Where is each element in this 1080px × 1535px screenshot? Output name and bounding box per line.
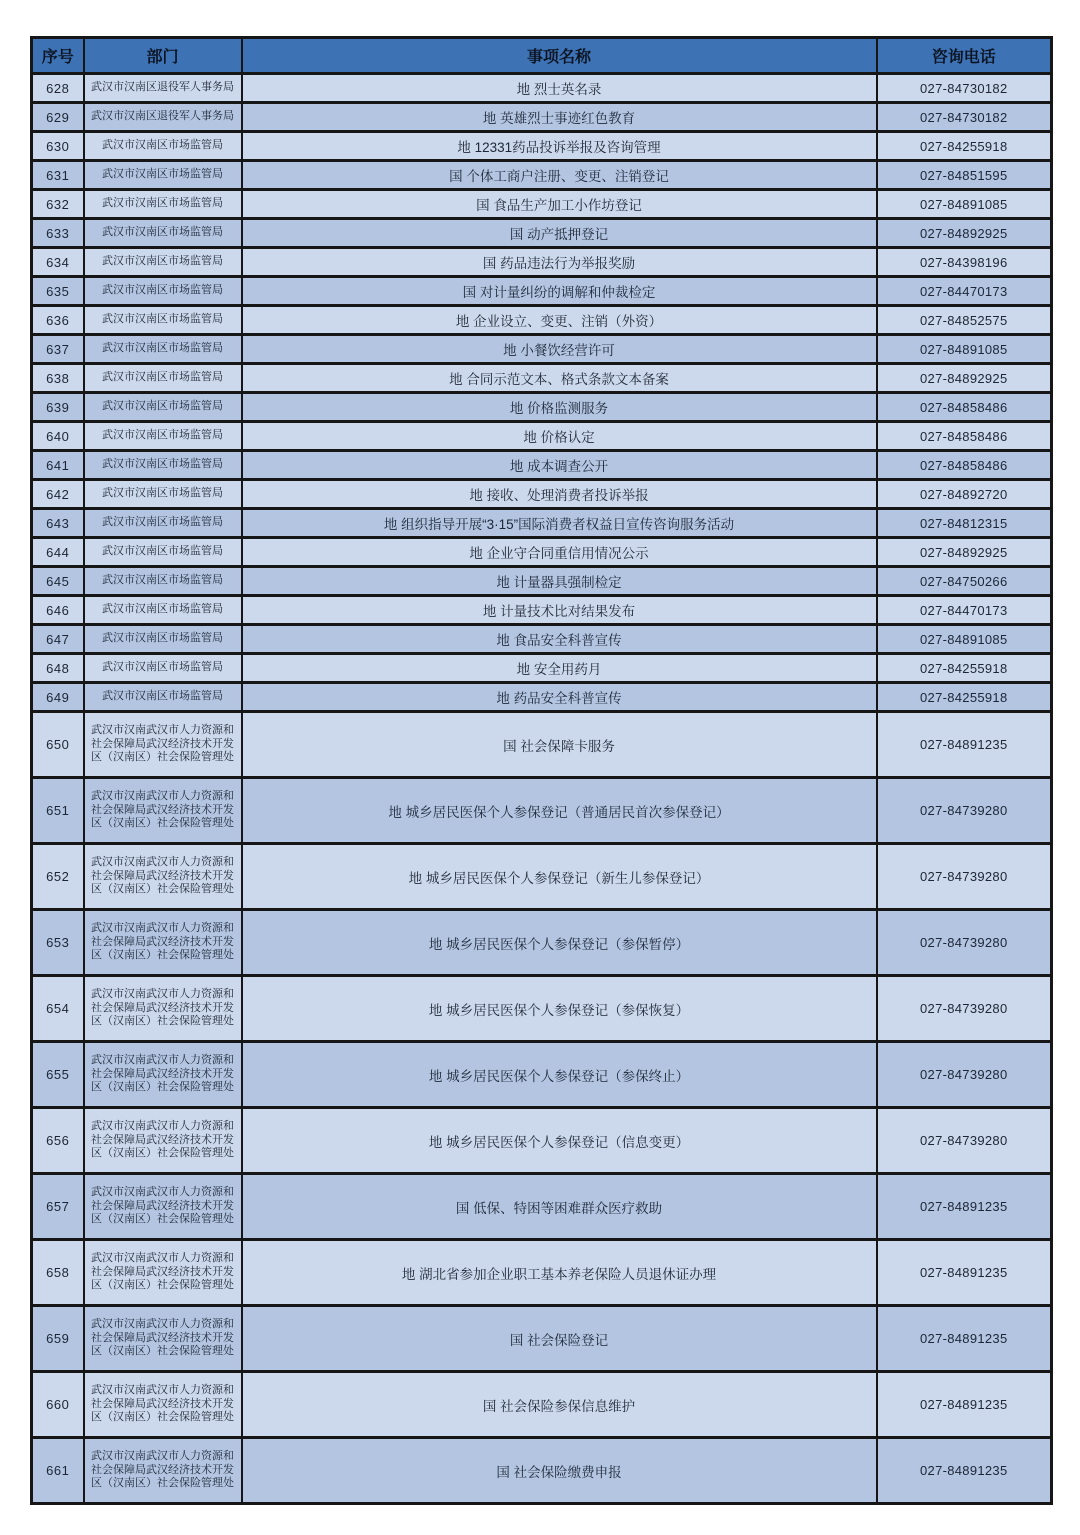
table-row	[32, 509, 1052, 538]
row-phone: 027-84750266	[877, 567, 1052, 596]
row-serial-number: 640	[32, 422, 84, 451]
row-department: 武汉市汉南区市场监管局	[84, 683, 242, 712]
table-row	[32, 480, 1052, 509]
row-department: 武汉市汉南武汉市人力资源和社会保障局武汉经济技术开发区（汉南区）社会保险管理处	[84, 1306, 242, 1372]
row-department: 武汉市汉南区市场监管局	[84, 277, 242, 306]
row-department: 武汉市汉南区市场监管局	[84, 335, 242, 364]
row-item-name: 国 动产抵押登记	[242, 219, 877, 248]
row-serial-number: 633	[32, 219, 84, 248]
row-department: 武汉市汉南武汉市人力资源和社会保障局武汉经济技术开发区（汉南区）社会保险管理处	[84, 1372, 242, 1438]
row-phone: 027-84470173	[877, 596, 1052, 625]
table-row	[32, 844, 1052, 910]
row-phone: 027-84892925	[877, 364, 1052, 393]
row-item-name: 国 社会保险缴费申报	[242, 1438, 877, 1504]
row-serial-number: 632	[32, 190, 84, 219]
table-row	[32, 364, 1052, 393]
row-serial-number: 645	[32, 567, 84, 596]
table-row	[32, 219, 1052, 248]
row-department: 武汉市汉南区市场监管局	[84, 422, 242, 451]
row-phone: 027-84255918	[877, 132, 1052, 161]
row-phone: 027-84892925	[877, 538, 1052, 567]
row-department: 武汉市汉南武汉市人力资源和社会保障局武汉经济技术开发区（汉南区）社会保险管理处	[84, 778, 242, 844]
row-item-name: 地 城乡居民医保个人参保登记（信息变更）	[242, 1108, 877, 1174]
header-row	[32, 38, 1052, 74]
row-phone: 027-84891235	[877, 712, 1052, 778]
table-row	[32, 306, 1052, 335]
row-department: 武汉市汉南武汉市人力资源和社会保障局武汉经济技术开发区（汉南区）社会保险管理处	[84, 910, 242, 976]
row-phone: 027-84858486	[877, 451, 1052, 480]
row-item-name: 地 城乡居民医保个人参保登记（参保恢复）	[242, 976, 877, 1042]
row-item-name: 地 烈士英名录	[242, 74, 877, 103]
table-row	[32, 1174, 1052, 1240]
table-row	[32, 1438, 1052, 1504]
header-department: 部门	[84, 38, 242, 74]
row-item-name: 国 个体工商户注册、变更、注销登记	[242, 161, 877, 190]
row-serial-number: 648	[32, 654, 84, 683]
row-phone: 027-84891085	[877, 625, 1052, 654]
row-item-name: 地 食品安全科普宣传	[242, 625, 877, 654]
row-serial-number: 638	[32, 364, 84, 393]
row-item-name: 地 城乡居民医保个人参保登记（参保暂停）	[242, 910, 877, 976]
row-serial-number: 650	[32, 712, 84, 778]
row-phone: 027-84730182	[877, 103, 1052, 132]
row-department: 武汉市汉南区市场监管局	[84, 654, 242, 683]
table-row	[32, 625, 1052, 654]
row-phone: 027-84891235	[877, 1240, 1052, 1306]
table-row	[32, 277, 1052, 306]
table-row	[32, 74, 1052, 103]
row-phone: 027-84739280	[877, 778, 1052, 844]
service-directory-table	[30, 36, 1053, 1505]
table-row	[32, 1108, 1052, 1174]
row-item-name: 地 安全用药月	[242, 654, 877, 683]
row-department: 武汉市汉南区退役军人事务局	[84, 103, 242, 132]
row-serial-number: 651	[32, 778, 84, 844]
row-phone: 027-84891235	[877, 1174, 1052, 1240]
header-phone: 咨询电话	[877, 38, 1052, 74]
table-row	[32, 567, 1052, 596]
row-item-name: 地 小餐饮经营许可	[242, 335, 877, 364]
row-phone: 027-84739280	[877, 1042, 1052, 1108]
table-row	[32, 422, 1052, 451]
row-phone: 027-84891085	[877, 190, 1052, 219]
table-row	[32, 451, 1052, 480]
row-department: 武汉市汉南区市场监管局	[84, 393, 242, 422]
row-department: 武汉市汉南武汉市人力资源和社会保障局武汉经济技术开发区（汉南区）社会保险管理处	[84, 1108, 242, 1174]
row-phone: 027-84255918	[877, 683, 1052, 712]
row-department: 武汉市汉南区市场监管局	[84, 306, 242, 335]
row-phone: 027-84852575	[877, 306, 1052, 335]
row-item-name: 地 合同示范文本、格式条款文本备案	[242, 364, 877, 393]
row-serial-number: 660	[32, 1372, 84, 1438]
row-department: 武汉市汉南区市场监管局	[84, 219, 242, 248]
row-serial-number: 647	[32, 625, 84, 654]
row-serial-number: 653	[32, 910, 84, 976]
row-phone: 027-84891235	[877, 1306, 1052, 1372]
row-serial-number: 649	[32, 683, 84, 712]
row-phone: 027-84891085	[877, 335, 1052, 364]
row-item-name: 地 计量技术比对结果发布	[242, 596, 877, 625]
table-row	[32, 1042, 1052, 1108]
row-phone: 027-84891235	[877, 1438, 1052, 1504]
row-serial-number: 655	[32, 1042, 84, 1108]
row-department: 武汉市汉南武汉市人力资源和社会保障局武汉经济技术开发区（汉南区）社会保险管理处	[84, 1174, 242, 1240]
row-serial-number: 634	[32, 248, 84, 277]
row-phone: 027-84470173	[877, 277, 1052, 306]
table-row	[32, 683, 1052, 712]
row-department: 武汉市汉南区市场监管局	[84, 596, 242, 625]
row-phone: 027-84892925	[877, 219, 1052, 248]
row-phone: 027-84739280	[877, 910, 1052, 976]
table-row	[32, 654, 1052, 683]
table-row	[32, 393, 1052, 422]
row-serial-number: 654	[32, 976, 84, 1042]
row-item-name: 国 食品生产加工小作坊登记	[242, 190, 877, 219]
row-department: 武汉市汉南区市场监管局	[84, 480, 242, 509]
row-department: 武汉市汉南武汉市人力资源和社会保障局武汉经济技术开发区（汉南区）社会保险管理处	[84, 844, 242, 910]
table-row	[32, 778, 1052, 844]
row-department: 武汉市汉南武汉市人力资源和社会保障局武汉经济技术开发区（汉南区）社会保险管理处	[84, 1042, 242, 1108]
header-item-name: 事项名称	[242, 38, 877, 74]
header-serial-number: 序号	[32, 38, 84, 74]
row-item-name: 地 城乡居民医保个人参保登记（普通居民首次参保登记）	[242, 778, 877, 844]
row-phone: 027-84858486	[877, 393, 1052, 422]
row-phone: 027-84730182	[877, 74, 1052, 103]
row-serial-number: 629	[32, 103, 84, 132]
row-department: 武汉市汉南区退役军人事务局	[84, 74, 242, 103]
row-item-name: 地 12331药品投诉举报及咨询管理	[242, 132, 877, 161]
row-phone: 027-84812315	[877, 509, 1052, 538]
row-department: 武汉市汉南区市场监管局	[84, 161, 242, 190]
table-row	[32, 712, 1052, 778]
row-phone: 027-84851595	[877, 161, 1052, 190]
row-phone: 027-84398196	[877, 248, 1052, 277]
row-department: 武汉市汉南区市场监管局	[84, 451, 242, 480]
row-serial-number: 639	[32, 393, 84, 422]
row-item-name: 地 计量器具强制检定	[242, 567, 877, 596]
row-item-name: 地 城乡居民医保个人参保登记（参保终止）	[242, 1042, 877, 1108]
row-item-name: 国 药品违法行为举报奖励	[242, 248, 877, 277]
table-row	[32, 1306, 1052, 1372]
row-item-name: 国 低保、特困等困难群众医疗救助	[242, 1174, 877, 1240]
row-department: 武汉市汉南区市场监管局	[84, 132, 242, 161]
row-serial-number: 644	[32, 538, 84, 567]
row-department: 武汉市汉南区市场监管局	[84, 364, 242, 393]
row-serial-number: 628	[32, 74, 84, 103]
row-item-name: 国 对计量纠纷的调解和仲裁检定	[242, 277, 877, 306]
table-row	[32, 132, 1052, 161]
table-row	[32, 103, 1052, 132]
table-row	[32, 976, 1052, 1042]
row-item-name: 地 城乡居民医保个人参保登记（新生儿参保登记）	[242, 844, 877, 910]
row-item-name: 国 社会保障卡服务	[242, 712, 877, 778]
row-serial-number: 646	[32, 596, 84, 625]
row-serial-number: 631	[32, 161, 84, 190]
row-serial-number: 658	[32, 1240, 84, 1306]
row-department: 武汉市汉南武汉市人力资源和社会保障局武汉经济技术开发区（汉南区）社会保险管理处	[84, 712, 242, 778]
row-item-name: 地 组织指导开展“3·15”国际消费者权益日宣传咨询服务活动	[242, 509, 877, 538]
row-phone: 027-84739280	[877, 1108, 1052, 1174]
table-row	[32, 910, 1052, 976]
row-department: 武汉市汉南区市场监管局	[84, 538, 242, 567]
row-serial-number: 652	[32, 844, 84, 910]
row-serial-number: 657	[32, 1174, 84, 1240]
row-phone: 027-84858486	[877, 422, 1052, 451]
row-phone: 027-84739280	[877, 976, 1052, 1042]
row-serial-number: 642	[32, 480, 84, 509]
table-row	[32, 1240, 1052, 1306]
table-row	[32, 161, 1052, 190]
row-serial-number: 659	[32, 1306, 84, 1372]
row-department: 武汉市汉南武汉市人力资源和社会保障局武汉经济技术开发区（汉南区）社会保险管理处	[84, 1240, 242, 1306]
row-phone: 027-84892720	[877, 480, 1052, 509]
table-row	[32, 248, 1052, 277]
row-serial-number: 643	[32, 509, 84, 538]
row-serial-number: 641	[32, 451, 84, 480]
row-phone: 027-84255918	[877, 654, 1052, 683]
row-department: 武汉市汉南区市场监管局	[84, 509, 242, 538]
row-item-name: 地 企业设立、变更、注销（外资）	[242, 306, 877, 335]
row-item-name: 地 价格认定	[242, 422, 877, 451]
table-row	[32, 190, 1052, 219]
row-department: 武汉市汉南武汉市人力资源和社会保障局武汉经济技术开发区（汉南区）社会保险管理处	[84, 976, 242, 1042]
row-item-name: 国 社会保险参保信息维护	[242, 1372, 877, 1438]
row-item-name: 地 英雄烈士事迹红色教育	[242, 103, 877, 132]
table-row	[32, 596, 1052, 625]
row-item-name: 国 社会保险登记	[242, 1306, 877, 1372]
row-item-name: 地 价格监测服务	[242, 393, 877, 422]
row-serial-number: 630	[32, 132, 84, 161]
table-body	[32, 74, 1052, 1504]
row-serial-number: 661	[32, 1438, 84, 1504]
row-department: 武汉市汉南区市场监管局	[84, 625, 242, 654]
row-department: 武汉市汉南区市场监管局	[84, 248, 242, 277]
table-row	[32, 538, 1052, 567]
row-serial-number: 656	[32, 1108, 84, 1174]
row-item-name: 地 企业守合同重信用情况公示	[242, 538, 877, 567]
row-serial-number: 635	[32, 277, 84, 306]
table-row	[32, 335, 1052, 364]
row-phone: 027-84739280	[877, 844, 1052, 910]
row-department: 武汉市汉南区市场监管局	[84, 190, 242, 219]
row-serial-number: 636	[32, 306, 84, 335]
row-item-name: 地 接收、处理消费者投诉举报	[242, 480, 877, 509]
row-item-name: 地 湖北省参加企业职工基本养老保险人员退休证办理	[242, 1240, 877, 1306]
row-department: 武汉市汉南武汉市人力资源和社会保障局武汉经济技术开发区（汉南区）社会保险管理处	[84, 1438, 242, 1504]
row-phone: 027-84891235	[877, 1372, 1052, 1438]
row-item-name: 地 成本调查公开	[242, 451, 877, 480]
row-department: 武汉市汉南区市场监管局	[84, 567, 242, 596]
table-row	[32, 1372, 1052, 1438]
row-serial-number: 637	[32, 335, 84, 364]
row-item-name: 地 药品安全科普宣传	[242, 683, 877, 712]
